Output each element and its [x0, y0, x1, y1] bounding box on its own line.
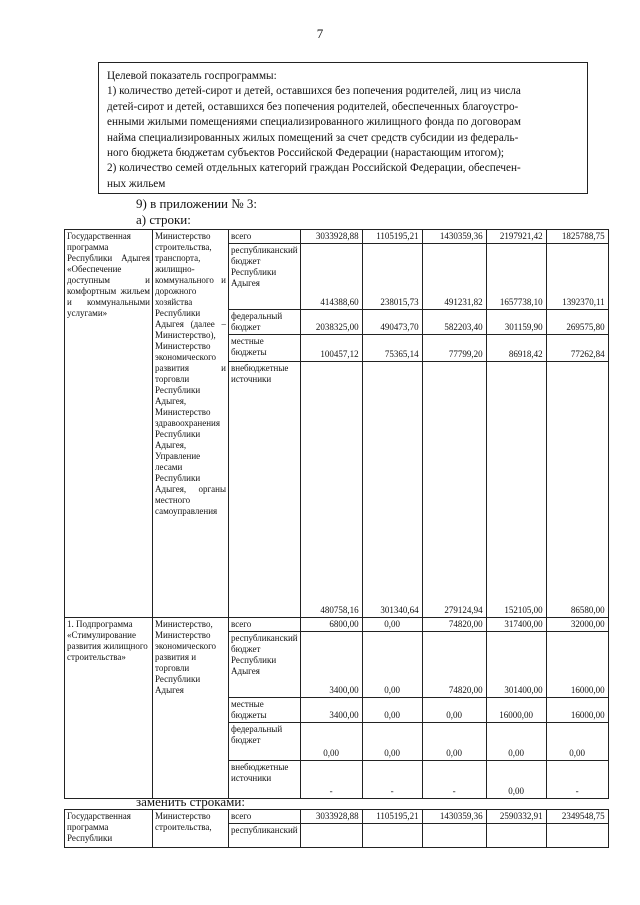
- target-line: енными жилыми помещениями специализированного жилищного фонда по договорам: [107, 116, 521, 129]
- value-cell: 269575,80: [546, 310, 608, 335]
- page-number: 7: [316, 26, 324, 41]
- value-cell: 1392370,11: [546, 244, 608, 310]
- program-name-cell: Государственная программа Республики: [65, 810, 153, 848]
- source-cell: местные бюджеты: [229, 335, 301, 362]
- value-cell: 301340,64: [362, 362, 422, 618]
- value-cell: 100457,12: [300, 335, 362, 362]
- value-cell: 0,00: [300, 723, 362, 761]
- value-cell: 317400,00: [486, 618, 546, 632]
- target-indicator-box: [98, 62, 588, 194]
- program-executors-cell: Министерство строительства, транспорта, жилищно-коммунального и дорожного хозяйства Республики Адыгея (далее – Министерство), Министерство экономического развития и торговли Республики Адыгея, Министерство здравоохранения Республики Адыгея, Управление лесами Республики Адыгея, органы местного самоуправления: [153, 230, 229, 618]
- source-cell: внебюджетные источники: [229, 761, 301, 799]
- sub-heading: а) строки:: [136, 212, 191, 227]
- target-line: найма специализированных жилых помещений за счет средств субсидии из федераль-: [107, 131, 519, 144]
- program-executors-cell: Министерство строительства,: [153, 810, 229, 848]
- value-cell: 1430359,36: [422, 810, 486, 824]
- value-cell: 2197921,42: [486, 230, 546, 244]
- value-cell: 0,00: [422, 723, 486, 761]
- target-line: ных жильем: [107, 177, 166, 190]
- target-line: 1) количество детей-сирот и детей, оставшихся без попечения родителей, лиц из числа: [107, 85, 521, 98]
- value-cell: 6800,00: [300, 618, 362, 632]
- subprogram-name-cell: 1. Подпрограмма «Стимулирование развития жилищного строительства»: [65, 618, 153, 799]
- value-cell: 0,00: [362, 723, 422, 761]
- value-cell: 77262,84: [546, 335, 608, 362]
- value-cell: -: [422, 761, 486, 799]
- value-cell: 3400,00: [300, 632, 362, 698]
- value-cell: 16000,00: [486, 698, 546, 723]
- program-name-cell: Государственная программа Республики Адыгея «Обеспечение доступным и комфортным жильем и коммунальными услугами»: [65, 230, 153, 618]
- value-cell: 279124,94: [422, 362, 486, 618]
- value-cell: -: [362, 761, 422, 799]
- value-cell: 2038325,00: [300, 310, 362, 335]
- value-cell: 3033928,88: [300, 230, 362, 244]
- value-cell: 1825788,75: [546, 230, 608, 244]
- value-cell: 75365,14: [362, 335, 422, 362]
- value-cell: 1430359,36: [422, 230, 486, 244]
- target-line: 2) количество семей отдельных категорий граждан Российской Федерации, обеспечен-: [107, 162, 521, 175]
- value-cell: 16000,00: [546, 632, 608, 698]
- source-cell: всего: [229, 618, 301, 632]
- value-cell: 74820,00: [422, 618, 486, 632]
- value-cell: 414388,60: [300, 244, 362, 310]
- value-cell: 490473,70: [362, 310, 422, 335]
- value-cell: 0,00: [486, 761, 546, 799]
- target-line: Целевой показатель госпрограммы:: [107, 70, 277, 82]
- source-cell: всего: [229, 810, 301, 824]
- value-cell: [486, 824, 546, 848]
- value-cell: 0,00: [422, 698, 486, 723]
- target-line: детей-сирот и детей, оставшихся без попечения родителей, обеспеченных благоустро-: [107, 100, 519, 113]
- value-cell: 582203,40: [422, 310, 486, 335]
- value-cell: 2349548,75: [546, 810, 608, 824]
- value-cell: 3400,00: [300, 698, 362, 723]
- subprogram-executors-cell: Министерство, Министерство экономического развития и торговли Республики Адыгея: [153, 618, 229, 799]
- source-cell: местные бюджеты: [229, 698, 301, 723]
- funding-table-new: [64, 809, 609, 848]
- value-cell: 0,00: [546, 723, 608, 761]
- value-cell: 1657738,10: [486, 244, 546, 310]
- source-cell: всего: [229, 230, 301, 244]
- target-line: ного бюджета бюджетам субъектов Российской Федерации (нарастающим итогом);: [107, 147, 505, 160]
- item-heading: 9) в приложении № 3:: [136, 196, 258, 211]
- value-cell: [546, 824, 608, 848]
- value-cell: 74820,00: [422, 632, 486, 698]
- value-cell: [362, 824, 422, 848]
- source-cell: федеральный бюджет: [229, 310, 301, 335]
- value-cell: [300, 824, 362, 848]
- value-cell: 0,00: [362, 618, 422, 632]
- value-cell: 0,00: [362, 632, 422, 698]
- value-cell: 152105,00: [486, 362, 546, 618]
- source-cell: внебюджетные источники: [229, 362, 301, 618]
- value-cell: [422, 824, 486, 848]
- value-cell: 1105195,21: [362, 810, 422, 824]
- value-cell: 32000,00: [546, 618, 608, 632]
- value-cell: 86580,00: [546, 362, 608, 618]
- value-cell: 1105195,21: [362, 230, 422, 244]
- value-cell: 301400,00: [486, 632, 546, 698]
- value-cell: 301159,90: [486, 310, 546, 335]
- value-cell: 0,00: [362, 698, 422, 723]
- value-cell: -: [546, 761, 608, 799]
- source-cell: республиканский: [229, 824, 301, 848]
- value-cell: 238015,73: [362, 244, 422, 310]
- value-cell: 480758,16: [300, 362, 362, 618]
- value-cell: 16000,00: [546, 698, 608, 723]
- source-cell: республиканский бюджет Республики Адыгея: [229, 632, 301, 698]
- value-cell: 0,00: [486, 723, 546, 761]
- source-cell: федеральный бюджет: [229, 723, 301, 761]
- value-cell: 3033928,88: [300, 810, 362, 824]
- replace-heading: заменить строками:: [136, 794, 245, 809]
- value-cell: 491231,82: [422, 244, 486, 310]
- value-cell: 77799,20: [422, 335, 486, 362]
- source-cell: республиканский бюджет Республики Адыгея: [229, 244, 301, 310]
- value-cell: 2590332,91: [486, 810, 546, 824]
- funding-table-old: [64, 229, 609, 799]
- value-cell: -: [300, 761, 362, 799]
- value-cell: 86918,42: [486, 335, 546, 362]
